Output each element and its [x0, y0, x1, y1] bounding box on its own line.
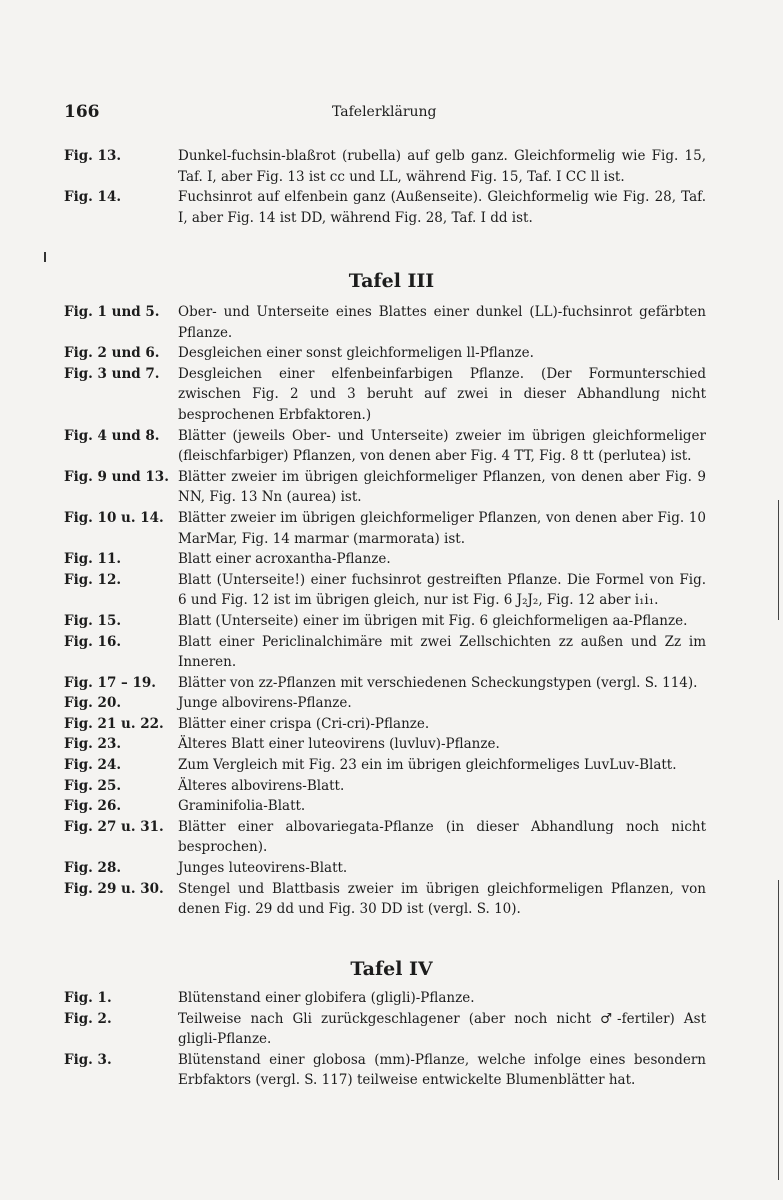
tafel-3-entries [64, 302, 706, 920]
figure-description: Desgleichen einer elfenbeinfarbigen Pflanze. (Der Formunterschied zwischen Fig. 2 und 3 beruht auf zwei in dieser Abhandlung nicht besprochenen Erbfaktoren.) [178, 365, 706, 423]
figure-label: Fig. 3 und 7. [64, 365, 160, 382]
figure-entry [64, 879, 706, 920]
figure-entry [64, 632, 706, 673]
figure-description: Junge albovirens-Pflanze. [178, 695, 352, 712]
figure-description: Blatt (Unterseite!) einer fuchsinrot gestreiften Pflanze. Die Formel von Fig. 6 und Fig. 12 ist im übrigen gleich, nur ist Fig. 6 J₂J₂, Fig. 12 aber i₁i₁. [178, 571, 706, 609]
figure-description: Ober- und Unterseite eines Blattes einer dunkel (LL)-fuchsinrot gefärbten Pflanze. [178, 304, 706, 341]
figure-entry [64, 988, 706, 1009]
figure-entry [64, 467, 706, 508]
figure-description: Blätter einer albovariegata-Pflanze (in dieser Abhandlung noch nicht besprochen). [178, 818, 706, 856]
figure-description: Junges luteovirens-Blatt. [178, 860, 348, 877]
figure-entry [64, 1009, 706, 1050]
top-entries [64, 146, 706, 228]
figure-label: Fig. 11. [64, 551, 122, 568]
figure-entry [64, 426, 706, 467]
figure-entry [64, 734, 706, 755]
figure-description: Blütenstand einer globifera (gligli)-Pflanze. [178, 990, 475, 1006]
section-title-tafel-3: Tafel III [348, 270, 435, 292]
figure-entry [64, 858, 706, 879]
figure-label: Fig. 1. [64, 990, 112, 1006]
figure-entry [64, 817, 706, 858]
figure-entry [64, 146, 706, 187]
page-number: 166 [64, 102, 100, 122]
figure-entry [64, 611, 706, 632]
running-title: Tafelerklärung [332, 104, 437, 120]
figure-description: Blütenstand einer globosa (mm)-Pflanze, welche infolge eines besondern Erbfaktors (vergl. S. 117) teilweise entwickelte Blumenblätter hat. [178, 1051, 706, 1089]
figure-description: Blatt einer Periclinalchimäre mit zwei Zellschichten zz außen und Zz im Inneren. [178, 633, 706, 671]
figure-description: Fuchsinrot auf elfenbein ganz (Außenseite). Gleichformelig wie Fig. 28, Taf. I, aber Fig. 14 ist DD, während Fig. 28, Taf. I dd ist. [178, 189, 706, 226]
figure-label: Fig. 24. [64, 757, 122, 774]
figure-label: Fig. 27 u. 31. [64, 818, 164, 835]
figure-entry [64, 796, 706, 817]
tafel-4-entries [64, 988, 706, 1091]
figure-description: Blätter zweier im übrigen gleichformeliger Pflanzen, von denen aber Fig. 9 NN, Fig. 13 Nn (aurea) ist. [178, 468, 706, 506]
figure-description: Blätter zweier im übrigen gleichformeliger Pflanzen, von denen aber Fig. 10 MarMar, Fig. 14 marmar (marmorata) ist. [178, 509, 706, 547]
figure-description: Blätter von zz-Pflanzen mit verschiedenen Scheckungstypen (vergl. S. 114). [178, 674, 698, 691]
figure-label: Fig. 28. [64, 860, 122, 877]
figure-entry [64, 508, 706, 549]
figure-description: Graminifolia-Blatt. [178, 798, 306, 815]
figure-label: Fig. 16. [64, 633, 122, 650]
figure-label: Fig. 29 u. 30. [64, 880, 164, 897]
figure-label: Fig. 3. [64, 1051, 112, 1068]
figure-description: Zum Vergleich mit Fig. 23 ein im übrigen gleichformeliges LuvLuv-Blatt. [178, 757, 677, 774]
figure-label: Fig. 17 – 19. [64, 674, 156, 691]
figure-entry [64, 302, 706, 343]
figure-entry [64, 673, 706, 694]
figure-label: Fig. 2. [64, 1010, 112, 1027]
figure-label: Fig. 23. [64, 736, 122, 753]
figure-entry [64, 364, 706, 426]
figure-description: Desgleichen einer sonst gleichformeligen ll-Pflanze. [178, 345, 534, 362]
figure-label: Fig. 13. [64, 148, 122, 164]
figure-description: Blätter einer crispa (Cri-cri)-Pflanze. [178, 715, 430, 732]
section-title-tafel-4: Tafel IV [350, 958, 433, 980]
figure-entry [64, 776, 706, 797]
page-header [64, 102, 704, 126]
figure-entry [64, 549, 706, 570]
figure-description: Älteres Blatt einer luteovirens (luvluv)-Pflanze. [178, 736, 500, 753]
figure-label: Fig. 21 u. 22. [64, 715, 164, 732]
figure-entry [64, 187, 706, 228]
figure-label: Fig. 10 u. 14. [64, 509, 164, 526]
figure-description: Blätter (jeweils Ober- und Unterseite) zweier im übrigen gleichformeliger (fleischfarbiger) Pflanzen, von denen aber Fig. 4 TT, Fig. 8 tt (perlutea) ist. [178, 427, 706, 465]
figure-label: Fig. 26. [64, 798, 122, 815]
figure-entry [64, 570, 706, 611]
figure-entry [64, 714, 706, 735]
figure-description: Älteres albovirens-Blatt. [178, 777, 345, 794]
figure-description: Blatt (Unterseite) einer im übrigen mit Fig. 6 gleichformeligen aa-Pflanze. [178, 612, 688, 629]
figure-entry [64, 693, 706, 714]
scan-edge-line [778, 500, 779, 620]
figure-description: Stengel und Blattbasis zweier im übrigen gleichformeligen Pflanzen, von denen Fig. 29 dd und Fig. 30 DD ist (vergl. S. 10). [178, 880, 706, 918]
scan-mark [44, 252, 46, 262]
figure-label: Fig. 25. [64, 777, 122, 794]
figure-label: Fig. 4 und 8. [64, 427, 160, 444]
figure-description: Teilweise nach Gli zurückgeschlagener (aber noch nicht ♂-fertiler) Ast gligli-Pflanze. [178, 1010, 706, 1048]
figure-label: Fig. 9 und 13. [64, 468, 169, 485]
figure-entry [64, 1050, 706, 1091]
figure-label: Fig. 1 und 5. [64, 304, 160, 320]
figure-label: Fig. 2 und 6. [64, 345, 160, 362]
figure-label: Fig. 14. [64, 189, 122, 206]
figure-label: Fig. 15. [64, 612, 122, 629]
figure-description: Blatt einer acroxantha-Pflanze. [178, 551, 391, 568]
figure-label: Fig. 12. [64, 571, 122, 588]
figure-entry [64, 755, 706, 776]
figure-label: Fig. 20. [64, 695, 122, 712]
figure-description: Dunkel-fuchsin-blaßrot (rubella) auf gelb ganz. Gleichformelig wie Fig. 15, Taf. I, aber Fig. 13 ist cc und LL, während Fig. 15, Taf. I CC ll ist. [178, 148, 706, 185]
figure-entry [64, 343, 706, 364]
scan-edge-line [778, 880, 779, 1180]
